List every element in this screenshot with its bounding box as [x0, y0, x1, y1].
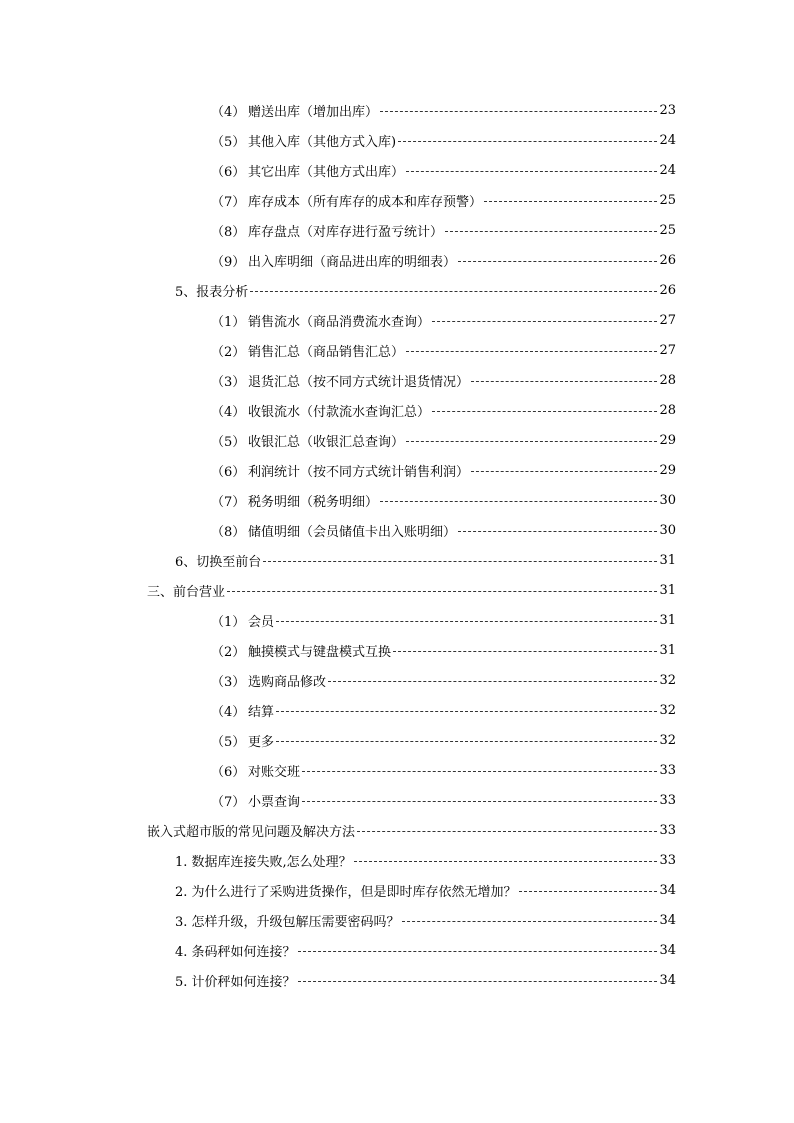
- toc-entry-page-number: 25: [659, 192, 676, 208]
- toc-entry-number: （8）: [211, 524, 246, 540]
- toc-entry[interactable]: [147, 815, 676, 845]
- toc-entry-page-number: 26: [659, 282, 676, 298]
- toc-entry-page-number: 28: [659, 402, 676, 418]
- toc-leader-dashes: [276, 621, 657, 622]
- toc-entry-title: 储值明细（会员储值卡出入账明细）: [248, 524, 457, 540]
- toc-entry-number: （7）: [211, 794, 246, 810]
- toc-entry[interactable]: [211, 515, 676, 545]
- toc-entry-title: 5、报表分析: [175, 284, 249, 300]
- toc-leader-dashes: [458, 531, 657, 532]
- toc-entry[interactable]: [211, 695, 676, 725]
- toc-leader-dashes: [302, 771, 657, 772]
- toc-entry-page-number: 31: [659, 642, 676, 658]
- toc-leader-dashes: [406, 441, 657, 442]
- toc-entry-title: 4. 条码秤如何连接？: [175, 944, 296, 960]
- toc-entry-title: 结算: [248, 704, 275, 720]
- toc-entry-title: 收银汇总（收银汇总查询）: [248, 434, 405, 450]
- toc-entry-title: 销售流水（商品消费流水查询）: [248, 314, 431, 330]
- toc-entry-number: （2）: [211, 644, 246, 660]
- toc-entry-number: （5）: [211, 134, 246, 150]
- toc-entry-page-number: 31: [659, 552, 676, 568]
- toc-entry[interactable]: [175, 275, 676, 305]
- toc-entry[interactable]: [175, 935, 676, 965]
- toc-entry[interactable]: [211, 245, 676, 275]
- toc-entry-page-number: 29: [659, 462, 676, 478]
- toc-entry[interactable]: [211, 725, 676, 755]
- toc-entry-page-number: 33: [659, 852, 676, 868]
- toc-leader-dashes: [445, 231, 657, 232]
- toc-entry-page-number: 33: [659, 792, 676, 808]
- toc-entry-title: 销售汇总（商品销售汇总）: [248, 344, 405, 360]
- toc-entry-page-number: 34: [659, 912, 676, 928]
- toc-leader-dashes: [357, 831, 657, 832]
- toc-entry[interactable]: [211, 665, 676, 695]
- toc-entry-title: 嵌入式超市版的常见问题及解决方法: [147, 824, 356, 840]
- toc-leader-dashes: [328, 681, 657, 682]
- toc-entry-page-number: 29: [659, 432, 676, 448]
- toc-entry-page-number: 27: [659, 342, 676, 358]
- toc-entry[interactable]: [211, 485, 676, 515]
- toc-entry[interactable]: [211, 215, 676, 245]
- toc-leader-dashes: [402, 921, 658, 922]
- toc-entry[interactable]: [175, 845, 676, 875]
- toc-leader-dashes: [263, 561, 657, 562]
- toc-leader-dashes: [380, 501, 657, 502]
- toc-entry-page-number: 28: [659, 372, 676, 388]
- toc-entry[interactable]: [211, 785, 676, 815]
- toc-leader-dashes: [354, 861, 658, 862]
- toc-entry-page-number: 30: [659, 522, 676, 538]
- toc-entry-title: 税务明细（税务明细）: [248, 494, 379, 510]
- toc-leader-dashes: [250, 291, 657, 292]
- toc-entry-page-number: 32: [659, 702, 676, 718]
- toc-leader-dashes: [458, 261, 657, 262]
- toc-leader-dashes: [432, 411, 657, 412]
- toc-entry[interactable]: [211, 155, 676, 185]
- toc-entry-title: 其他入库（其他方式入库): [248, 134, 397, 150]
- toc-leader-dashes: [276, 711, 657, 712]
- toc-entry-title: 5. 计价秤如何连接？: [175, 974, 296, 990]
- toc-entry-number: （3）: [211, 674, 246, 690]
- toc-leader-dashes: [471, 381, 657, 382]
- toc-entry[interactable]: [175, 965, 676, 995]
- toc-leader-dashes: [302, 801, 657, 802]
- toc-entry-title: 库存成本（所有库存的成本和库存预警）: [248, 194, 483, 210]
- toc-entry[interactable]: [175, 545, 676, 575]
- toc-entry[interactable]: [211, 755, 676, 785]
- toc-entry[interactable]: [211, 125, 676, 155]
- toc-entry-number: （9）: [211, 254, 246, 270]
- toc-entry-title: 3. 怎样升级，升级包解压需要密码吗？: [175, 914, 400, 930]
- toc-entry[interactable]: [211, 395, 676, 425]
- toc-entry-title: 2. 为什么进行了采购进货操作，但是即时库存依然无增加？: [175, 884, 517, 900]
- toc-leader-dashes: [298, 951, 658, 952]
- toc-entry-title: 对账交班: [248, 764, 301, 780]
- toc-entry-page-number: 31: [659, 612, 676, 628]
- toc-entry-title: 1. 数据库连接失败,怎么处理？: [175, 854, 352, 870]
- toc-entry-number: （4）: [211, 104, 246, 120]
- toc-entry-page-number: 31: [659, 582, 676, 598]
- toc-entry-page-number: 27: [659, 312, 676, 328]
- toc-entry-title: 会员: [248, 614, 275, 630]
- toc-entry[interactable]: [211, 185, 676, 215]
- toc-entry[interactable]: [211, 95, 676, 125]
- toc-entry-number: （3）: [211, 374, 246, 390]
- toc-entry-page-number: 24: [659, 162, 676, 178]
- toc-entry-number: （5）: [211, 734, 246, 750]
- toc-entry-number: （1）: [211, 314, 246, 330]
- toc-leader-dashes: [432, 321, 657, 322]
- toc-entry-number: （7）: [211, 194, 246, 210]
- toc-entry[interactable]: [211, 605, 676, 635]
- toc-leader-dashes: [380, 111, 657, 112]
- toc-entry-title: 库存盘点（对库存进行盈亏统计）: [248, 224, 444, 240]
- toc-leader-dashes: [519, 891, 658, 892]
- toc-entry[interactable]: [211, 365, 676, 395]
- toc-entry-page-number: 26: [659, 252, 676, 268]
- toc-entry-title: 三、前台营业: [147, 584, 226, 600]
- toc-leader-dashes: [406, 351, 657, 352]
- toc-leader-dashes: [393, 651, 657, 652]
- toc-entry-number: （6）: [211, 164, 246, 180]
- toc-entry[interactable]: [175, 875, 676, 905]
- toc-entry-title: 触摸模式与键盘模式互换: [248, 644, 392, 660]
- toc-entry-page-number: 33: [659, 762, 676, 778]
- toc-entry-number: （6）: [211, 464, 246, 480]
- toc-leader-dashes: [484, 201, 657, 202]
- toc-entry-number: （8）: [211, 224, 246, 240]
- toc-entry[interactable]: [147, 575, 676, 605]
- toc-entry-number: （5）: [211, 434, 246, 450]
- toc-entry-title: 其它出库（其他方式出库）: [248, 164, 405, 180]
- toc-entry-title: 6、切换至前台: [175, 554, 262, 570]
- toc-entry-page-number: 34: [659, 942, 676, 958]
- toc-entry[interactable]: [211, 455, 676, 485]
- toc-entry-title: 利润统计（按不同方式统计销售利润）: [248, 464, 470, 480]
- toc-entry-title: 收银流水（付款流水查询汇总）: [248, 404, 431, 420]
- toc-entry-number: （4）: [211, 404, 246, 420]
- toc-entry-number: （7）: [211, 494, 246, 510]
- toc-entry-title: 更多: [248, 734, 275, 750]
- toc-entry-title: 小票查询: [248, 794, 301, 810]
- toc-entry-page-number: 32: [659, 732, 676, 748]
- toc-entry-title: 退货汇总（按不同方式统计退货情况）: [248, 374, 470, 390]
- toc-entry-page-number: 24: [659, 132, 676, 148]
- toc-entry[interactable]: [211, 425, 676, 455]
- toc-entry-page-number: 32: [659, 672, 676, 688]
- toc-entry-number: （2）: [211, 344, 246, 360]
- toc-entry-number: （6）: [211, 764, 246, 780]
- toc-entry-page-number: 34: [659, 882, 676, 898]
- toc-entry-page-number: 34: [659, 972, 676, 988]
- toc-entry-title: 出入库明细（商品进出库的明细表）: [248, 254, 457, 270]
- toc-entry-number: （1）: [211, 614, 246, 630]
- toc-entry-title: 选购商品修改: [248, 674, 327, 690]
- toc-entry[interactable]: [211, 335, 676, 365]
- toc-leader-dashes: [398, 141, 657, 142]
- toc-entry[interactable]: [175, 905, 676, 935]
- toc-entry-page-number: 23: [659, 102, 676, 118]
- toc-entry-page-number: 33: [659, 822, 676, 838]
- toc-leader-dashes: [298, 981, 658, 982]
- toc-entry-page-number: 30: [659, 492, 676, 508]
- toc-entry[interactable]: [211, 305, 676, 335]
- toc-leader-dashes: [276, 741, 657, 742]
- toc-entry[interactable]: [211, 635, 676, 665]
- toc-leader-dashes: [227, 591, 657, 592]
- toc-entry-number: （4）: [211, 704, 246, 720]
- toc-entry-page-number: 25: [659, 222, 676, 238]
- toc-entry-title: 赠送出库（增加出库）: [248, 104, 379, 120]
- toc-leader-dashes: [471, 471, 657, 472]
- toc-leader-dashes: [406, 171, 657, 172]
